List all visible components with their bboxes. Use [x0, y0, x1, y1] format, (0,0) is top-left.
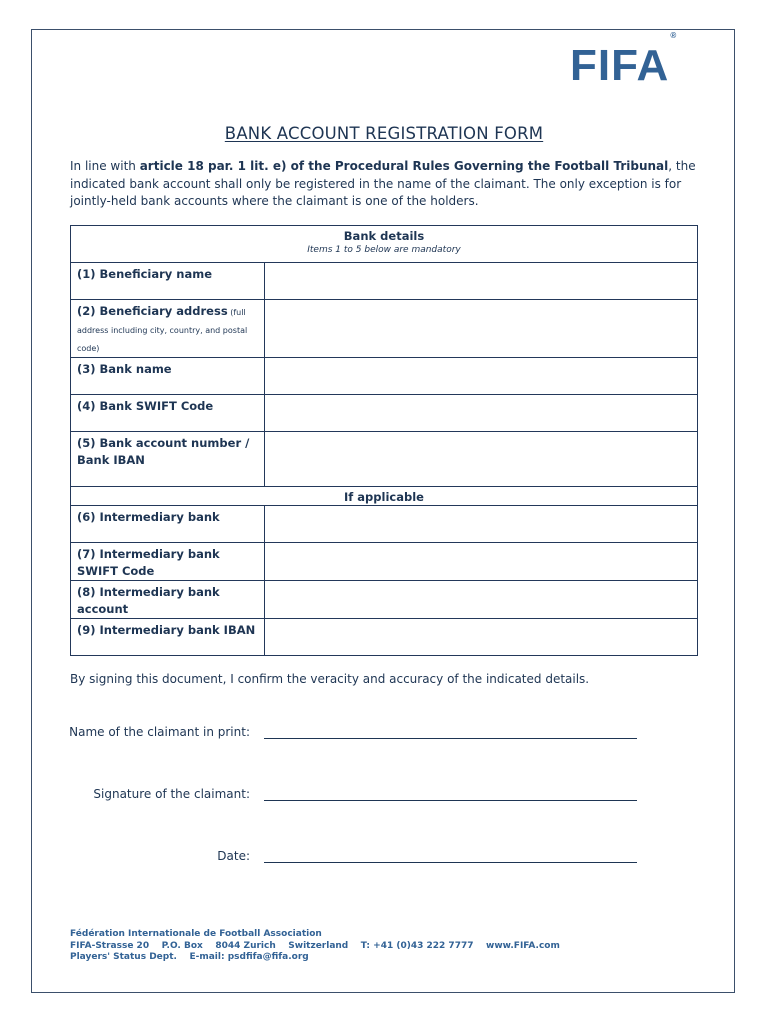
- section-header-if-applicable: If applicable: [71, 487, 698, 506]
- bank-details-table: [70, 225, 698, 656]
- intermediary-swift-field[interactable]: [265, 543, 698, 581]
- intro-paragraph: In line with article 18 par. 1 lit. e) of the Procedural Rules Governing the Football Tribunal, the indicated bank account shall only be registered in the name of the claimant. The only exception is for jointly-held bank accounts where the claimant is one of the holders.: [70, 159, 696, 208]
- claimant-signature-line[interactable]: [264, 786, 637, 801]
- label-beneficiary-name: (1) Beneficiary name: [71, 263, 265, 300]
- bank-name-field[interactable]: [265, 358, 698, 395]
- label-bank-account-iban: (5) Bank account number / Bank IBAN: [71, 432, 265, 487]
- footer-address: Fédération Internationale de Football Association FIFA-Strasse 20 P.O. Box 8044 Zurich Switzerland T: +41 (0)43 222 7777 www.FIFA.com Players' Status Dept. E-mail: psdfifa@fifa.org: [70, 929, 560, 962]
- intermediary-bank-field[interactable]: [265, 506, 698, 543]
- intermediary-iban-field[interactable]: [265, 619, 698, 656]
- page-title: BANK ACCOUNT REGISTRATION FORM: [224, 124, 544, 143]
- label-intermediary-account: (8) Intermediary bank account: [71, 581, 265, 619]
- label-bank-name: (3) Bank name: [71, 358, 265, 395]
- fifa-logo: FIFA®: [570, 31, 678, 90]
- claimant-name-line[interactable]: [264, 724, 637, 739]
- label-intermediary-iban: (9) Intermediary bank IBAN: [71, 619, 265, 656]
- label-intermediary-swift: (7) Intermediary bank SWIFT Code: [71, 543, 265, 581]
- bank-account-iban-field[interactable]: [265, 432, 698, 487]
- label-bank-swift: (4) Bank SWIFT Code: [71, 395, 265, 432]
- label-intermediary-bank: (6) Intermediary bank: [71, 506, 265, 543]
- beneficiary-address-field[interactable]: [265, 300, 698, 358]
- label-beneficiary-address: (2) Beneficiary address (full address including city, country, and postal code): [71, 300, 265, 358]
- beneficiary-name-field[interactable]: [265, 263, 698, 300]
- date-line[interactable]: [264, 848, 637, 863]
- intermediary-account-field[interactable]: [265, 581, 698, 619]
- bank-swift-field[interactable]: [265, 395, 698, 432]
- section-header-bank-details: Bank details Items 1 to 5 below are mandatory: [71, 226, 698, 263]
- confirmation-statement: By signing this document, I confirm the veracity and accuracy of the indicated details.: [70, 672, 590, 686]
